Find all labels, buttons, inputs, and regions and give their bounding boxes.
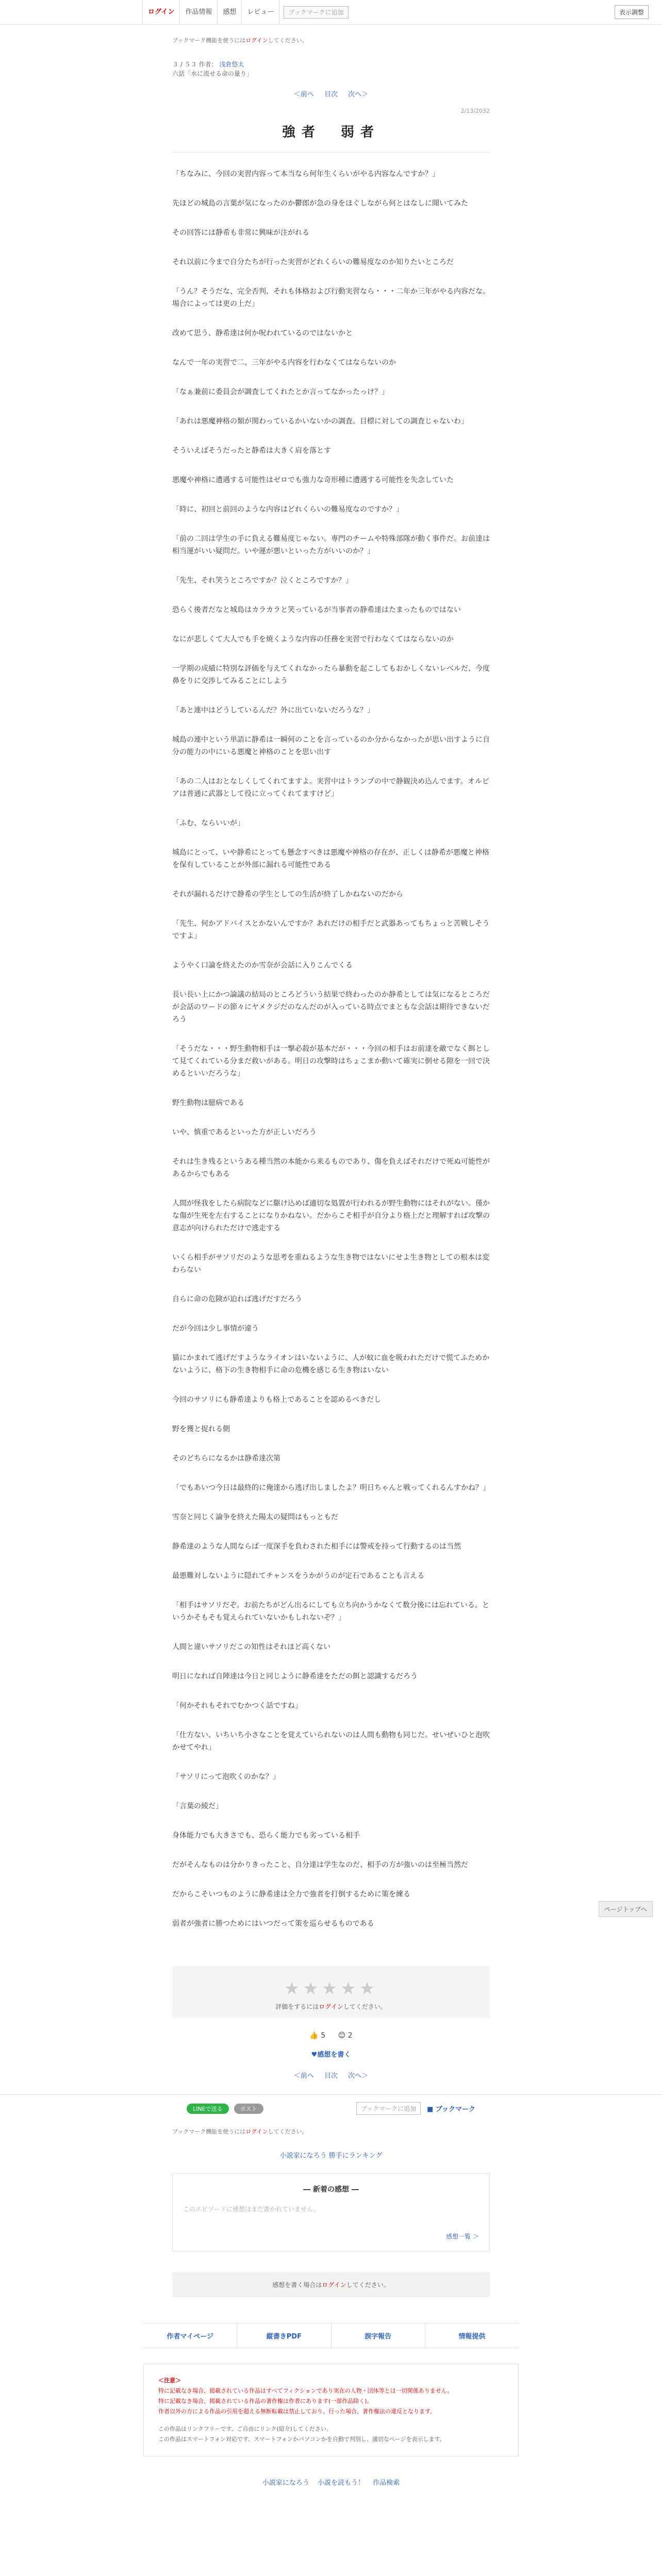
bottom-pager: [0, 2070, 662, 2080]
body-paragraph: だが今回は少し事情が違う: [172, 1325, 259, 1333]
episode-meta: [172, 60, 490, 78]
write-impression-link[interactable]: ♥感想を書く: [311, 2051, 351, 2059]
body-paragraph: 「そうだな・・・野生動物相手は一撃必殺が基本だが・・・今回の相手はお前達を敵でなく餌として見てくれている分まだ救いがある。明日の攻撃時はちょこまか動いて確実に倒せる隙を一回で決めるといいだろうな」: [172, 1045, 490, 1078]
body-paragraph: 恐らく後者だなと城島はカラカラと笑っているが当事者の静希達はたまったものではない: [172, 606, 461, 614]
bookmark-link[interactable]: ■ ブックマーク: [427, 2106, 475, 2113]
episode-body: [172, 168, 490, 1930]
body-paragraph: 自らに命の危険が迫れば逃げだすだろう: [172, 1295, 302, 1303]
body-paragraph: 野を獲と捉れる側: [172, 1425, 230, 1433]
body-paragraph: 静希達のような人間ならば一度深手を負わされた相手には警戒を持って行動するのは当然: [172, 1543, 461, 1551]
impression-placeholder: このエピソードに感想はまだ書かれていません。: [183, 2206, 320, 2213]
share-bar: [0, 2094, 662, 2122]
body-paragraph: 先ほどの城島の言葉が気になったのか鬱郎が急の身をほぐしながら何とはなしに聞いてみた: [172, 199, 468, 208]
bookmark-notice: [172, 36, 490, 44]
body-paragraph: 改めて思う、静希達は何か呪われているのではないかと: [172, 329, 353, 337]
toc-link[interactable]: 目次: [324, 91, 338, 98]
top-pager: [172, 89, 490, 98]
footer-note-line: この作品はリンクフリーです。ご自由にリンク(紹介)してください。: [158, 2426, 332, 2432]
notice-prefix: ブックマーク機能を使うには: [172, 37, 246, 44]
body-paragraph: 弱者が強者に勝つためにはいつだって策を巡らせるものである: [172, 1920, 374, 1928]
body-paragraph: 「時に、初回と前回のような内容はどれくらいの難易度なのですか？」: [172, 505, 403, 514]
nav-narou[interactable]: 小説家になろう: [262, 2479, 309, 2487]
body-paragraph: 「サソリにって泡吹くのかな？」: [172, 1773, 280, 1781]
prev-link[interactable]: ＜前へ: [293, 91, 314, 98]
body-paragraph: 身体能力でも大きさでも、恐らく能力でも劣っている相手: [172, 1832, 360, 1840]
body-paragraph: 人間が怪我をしたら病院などに駆け込めば適切な処置が行われるが野生動物にはそれがない。僅かな傷が生死を左右することになりかねない。だからこそ相手が自分より格上だと理解すれば攻撃の意志が向けられただけで逃走する: [172, 1199, 490, 1232]
body-paragraph: 「でもあいつ今日は最終的に俺達から逃げ出しましたよ？明日ちゃんと戦ってくれるんすかね？」: [172, 1484, 490, 1492]
bottom-nav: [0, 2477, 662, 2487]
body-paragraph: 「何かそれもそれでむかつく話ですね」: [172, 1702, 302, 1710]
body-paragraph: 「あの二人はおとなしくしてくれてますよ。実習中はトランプの中で静観決め込んでます。オルビアは普通に武器として役に立ってくれてますけど」: [172, 777, 489, 798]
login-box-suffix: してください。: [346, 2281, 390, 2289]
login-box: [172, 2272, 490, 2297]
body-paragraph: 「先生、それ笑うところですか？泣くところですか？」: [172, 577, 353, 585]
notice-login-link[interactable]: ログイン: [245, 37, 268, 44]
rating-prefix: 評価をするには: [275, 2003, 319, 2010]
bookmark-notice-bottom: [172, 2127, 490, 2136]
body-paragraph: だからこそいつものように静希達は全力で強者を打倒するために策を練る: [172, 1890, 410, 1899]
footer-line: 特に記載なき場合、掲載されている作品はすべてフィクションであり実在の人物・団体等とは一切関係ありません。: [158, 2387, 453, 2394]
author-link[interactable]: 浅倉悠太: [219, 61, 244, 68]
post-share-button[interactable]: ポスト: [234, 2104, 263, 2114]
body-paragraph: 「言葉の綾だ」: [172, 1802, 223, 1810]
body-paragraph: だがそんなものは分かりきったこと、自分達は学生なのだ、相手の方が強いのは至極当然だ: [172, 1861, 468, 1869]
body-paragraph: 「うん？そうだな、完全否判、それも体格および行動実習なら・・・二年か三年がやる内容だな。場合によっては更の上だ」: [172, 287, 490, 308]
body-paragraph: 「先生、何かアドバイスとかないんですか？あれだけの相手だと武器あってもちょっと苦戦しそうですよ」: [172, 920, 490, 940]
body-paragraph: 人間と違いサソリだこの知性はそれほど高くない: [172, 1643, 331, 1651]
bookmark-add-button[interactable]: ブックマークに追加: [284, 6, 348, 19]
body-paragraph: 悪魔や神格に遭遇する可能性はゼロでも強力な奇形種に遭遇する可能性を失念していた: [172, 476, 454, 484]
body-paragraph: 長い長い上にかつ論議の結局のところどういう結果で終わったのか静希としては気になるところだが会話のワードの節々にヤメクジだのなんだのが入っている時点でまともな会話は期待できないだろう: [172, 991, 490, 1024]
body-paragraph: 「相手はサソリだぞ。お前たちがどん出るにしても立ち向かうかなくて数分後には忘れている。というかそもそも覚えられていないかもしれないぞ？」: [172, 1601, 489, 1622]
body-paragraph: 城島の連中という単語に静希は一瞬何のことを言っているのか分からなかったが思い出すように自分の能力の中にいる悪魔と神格のことを思い出す: [172, 736, 490, 756]
body-paragraph: なにが悲しくて大人でも手を焼くような内容の任務を実習で行わなくてはならないのか: [172, 635, 454, 643]
body-paragraph: それ以前に今まで自分たちが行った実習がどれくらいの難易度なのか知りたいところだ: [172, 258, 454, 266]
impression-box-title: ― 新着の感想 ―: [303, 2185, 359, 2194]
footer-note-line: この作品はスマートフォン対応です。スマートフォンかパソコンかを自動で判別し、適切なページを表示します。: [158, 2436, 445, 2443]
author-label: 作者：: [198, 61, 218, 68]
rating-suffix: してください。: [343, 2003, 387, 2010]
body-paragraph: 「仕方ない、いちいち小さなことを覚えていられないのは人間も動物も同じだ。せいぜいひと泡吹かせてやれ」: [172, 1731, 490, 1752]
body-paragraph: なんで一年の実習で二、三年がやる内容を行わなくてはならないのか: [172, 359, 396, 367]
chapter-count: ３ / ５３: [172, 61, 197, 68]
notice2-prefix: ブックマーク機能を使うには: [172, 2128, 246, 2135]
bottom-menu: [143, 2323, 519, 2348]
episode-title: 強者 弱者: [282, 125, 380, 140]
body-paragraph: その回答には静希も非常に興味が注がれる: [172, 229, 309, 237]
notice2-login-link[interactable]: ログイン: [245, 2128, 268, 2135]
episode-number: 2/13/2032: [460, 108, 490, 114]
body-paragraph: 明日になれば自陣達は今日と同じように静希達をただの餌と認識するだろう: [172, 1672, 418, 1681]
rating-box: [172, 1966, 490, 2018]
line-share-button[interactable]: LINEで送る: [187, 2104, 229, 2114]
reactions: [0, 2031, 662, 2040]
top-bar: [0, 0, 662, 25]
reaction-like-button[interactable]: 👍 5: [309, 2031, 326, 2040]
login-link[interactable]: ログイン: [142, 0, 180, 25]
page-top-button[interactable]: ページトップへ: [599, 1901, 653, 1917]
body-paragraph: 「あと連中はどうしているんだ？外に出ていないだろうな？」: [172, 706, 374, 715]
star-rating[interactable]: ★★★★★: [284, 1978, 378, 1999]
body-paragraph: ようやく口論を終えたのか雪奈が会話に入りこんでくる: [172, 961, 353, 970]
impression-list-link[interactable]: 感想一覧 ＞: [446, 2233, 479, 2240]
body-paragraph: 野生動物は臆病である: [172, 1099, 244, 1107]
body-paragraph: それが漏れるだけで静希の学生としての生活が終了しかねないのだから: [172, 890, 403, 899]
body-paragraph: 最悪難対しないように隠れてチャンスをうかがうのが定石であることも言える: [172, 1572, 425, 1580]
body-paragraph: 雪奈と同じく論争を終えた陽太の疑問はもっともだ: [172, 1513, 338, 1521]
footer-heading: ＜注意＞: [158, 2377, 181, 2384]
review-link[interactable]: レビュー: [242, 0, 279, 25]
impression-link[interactable]: 感想: [218, 0, 242, 25]
bookmark-add-button-bottom[interactable]: ブックマークに追加: [356, 2102, 421, 2115]
body-paragraph: 今回のサソリにも静希達よりも格上であることを認めるべきだし: [172, 1396, 382, 1404]
body-paragraph: それは生き残るというある種当然の本能から来るものであり、傷を負えばそれだけで死ぬ可能性があるからでもある: [172, 1158, 490, 1178]
next-link-bottom[interactable]: 次へ＞: [348, 2072, 369, 2080]
rating-note: [172, 2002, 490, 2011]
notice2-suffix: してください。: [268, 2128, 308, 2135]
works-info-link[interactable]: 作品情報: [180, 0, 218, 25]
body-paragraph: 一学期の成績に特別な評価を与えてくれなかったら暴動を起こしてもおかしくないレベルだ、今度鼻をりに交渉してみることにしよう: [172, 665, 490, 685]
prev-link-bottom[interactable]: ＜前へ: [293, 2072, 314, 2080]
footer-line: 作者以外の方による作品の引用を超える無断転載は禁止しており、行った場合、著作権法の違反となります。: [158, 2408, 436, 2415]
menu-typo-report[interactable]: 誤字報告: [332, 2324, 425, 2348]
menu-author-page[interactable]: 作者マイページ: [143, 2324, 237, 2348]
next-link[interactable]: 次へ＞: [348, 91, 369, 98]
rating-login-link[interactable]: ログイン: [319, 2003, 343, 2010]
impression-box: [172, 2173, 490, 2251]
body-paragraph: そのどちらになるかは静希達次第: [172, 1454, 280, 1463]
notice-footer: [143, 2364, 519, 2456]
ranking-link[interactable]: 小説家になろう 勝手にランキング: [279, 2152, 383, 2160]
body-paragraph: 「ふむ、ならいいが」: [172, 819, 244, 827]
section-title: 六話「水に流せる命の量り」: [172, 70, 253, 77]
body-paragraph: いくら相手がサソリだのような思考を重ねるような生き物ではないにせよ生き物としての根本は変わらない: [172, 1253, 490, 1274]
body-paragraph: 「なぁ兼前に委員会が調査してくれたとか言ってなかったっけ？」: [172, 388, 389, 396]
login-box-link[interactable]: ログイン: [322, 2281, 346, 2289]
body-paragraph: 「あれは悪魔神格の類が関わっているかいないかの調査。目標に対しての調査じゃないわ」: [172, 417, 468, 426]
nav-yomou[interactable]: 小説を読もう！: [317, 2479, 365, 2487]
footer-line: 特に記載なき場合、掲載されている作品の著作権は作者にあります(一部作品除く)。: [158, 2398, 373, 2404]
toc-link-bottom[interactable]: 目次: [324, 2072, 338, 2080]
login-box-text: 感想を書く場合は: [272, 2281, 322, 2289]
notice-suffix: してください。: [268, 37, 308, 44]
main-content: [172, 36, 490, 1930]
meta-line: [172, 60, 490, 69]
body-paragraph: 「ちなみに、今回の実習内容って本当なら何年生くらいがやる内容なんですか？」: [172, 170, 439, 178]
body-paragraph: 城島にとって、いや静希にとっても懸念すべきは悪魔や神格の存在が、正しくは静希が悪魔と神格を保有していることが外部に漏れる可能性である: [172, 849, 489, 869]
menu-vertical-pdf[interactable]: 縦書きPDF: [237, 2324, 331, 2348]
body-paragraph: 「前の二回は学生の手に負える難易度じゃない。専門のチームや特殊部隊が動く事件だ。お前達は相当運がいい疑問だ。いや運が悪いといった方がいいのか？」: [172, 535, 490, 555]
body-paragraph: 猫にかまれて逃げだすようなライオンはいないように、人が蚊に血を吸われただけで慌てふためかないように、格下の生き物相手に命の危機を感じる生き物はいない: [172, 1354, 490, 1375]
display-settings-button[interactable]: 表示調整: [615, 5, 649, 19]
nav-search[interactable]: 作品検索: [373, 2479, 400, 2487]
body-paragraph: いや、慎重であるといった方が正しいだろう: [172, 1128, 317, 1137]
reaction-smile-button[interactable]: 😊 2: [338, 2031, 353, 2040]
menu-info-provide[interactable]: 情報提供: [458, 2333, 486, 2341]
body-paragraph: そういえばそうだったと静希は大きく肩を落とす: [172, 447, 331, 455]
footer-note: [158, 2424, 504, 2445]
